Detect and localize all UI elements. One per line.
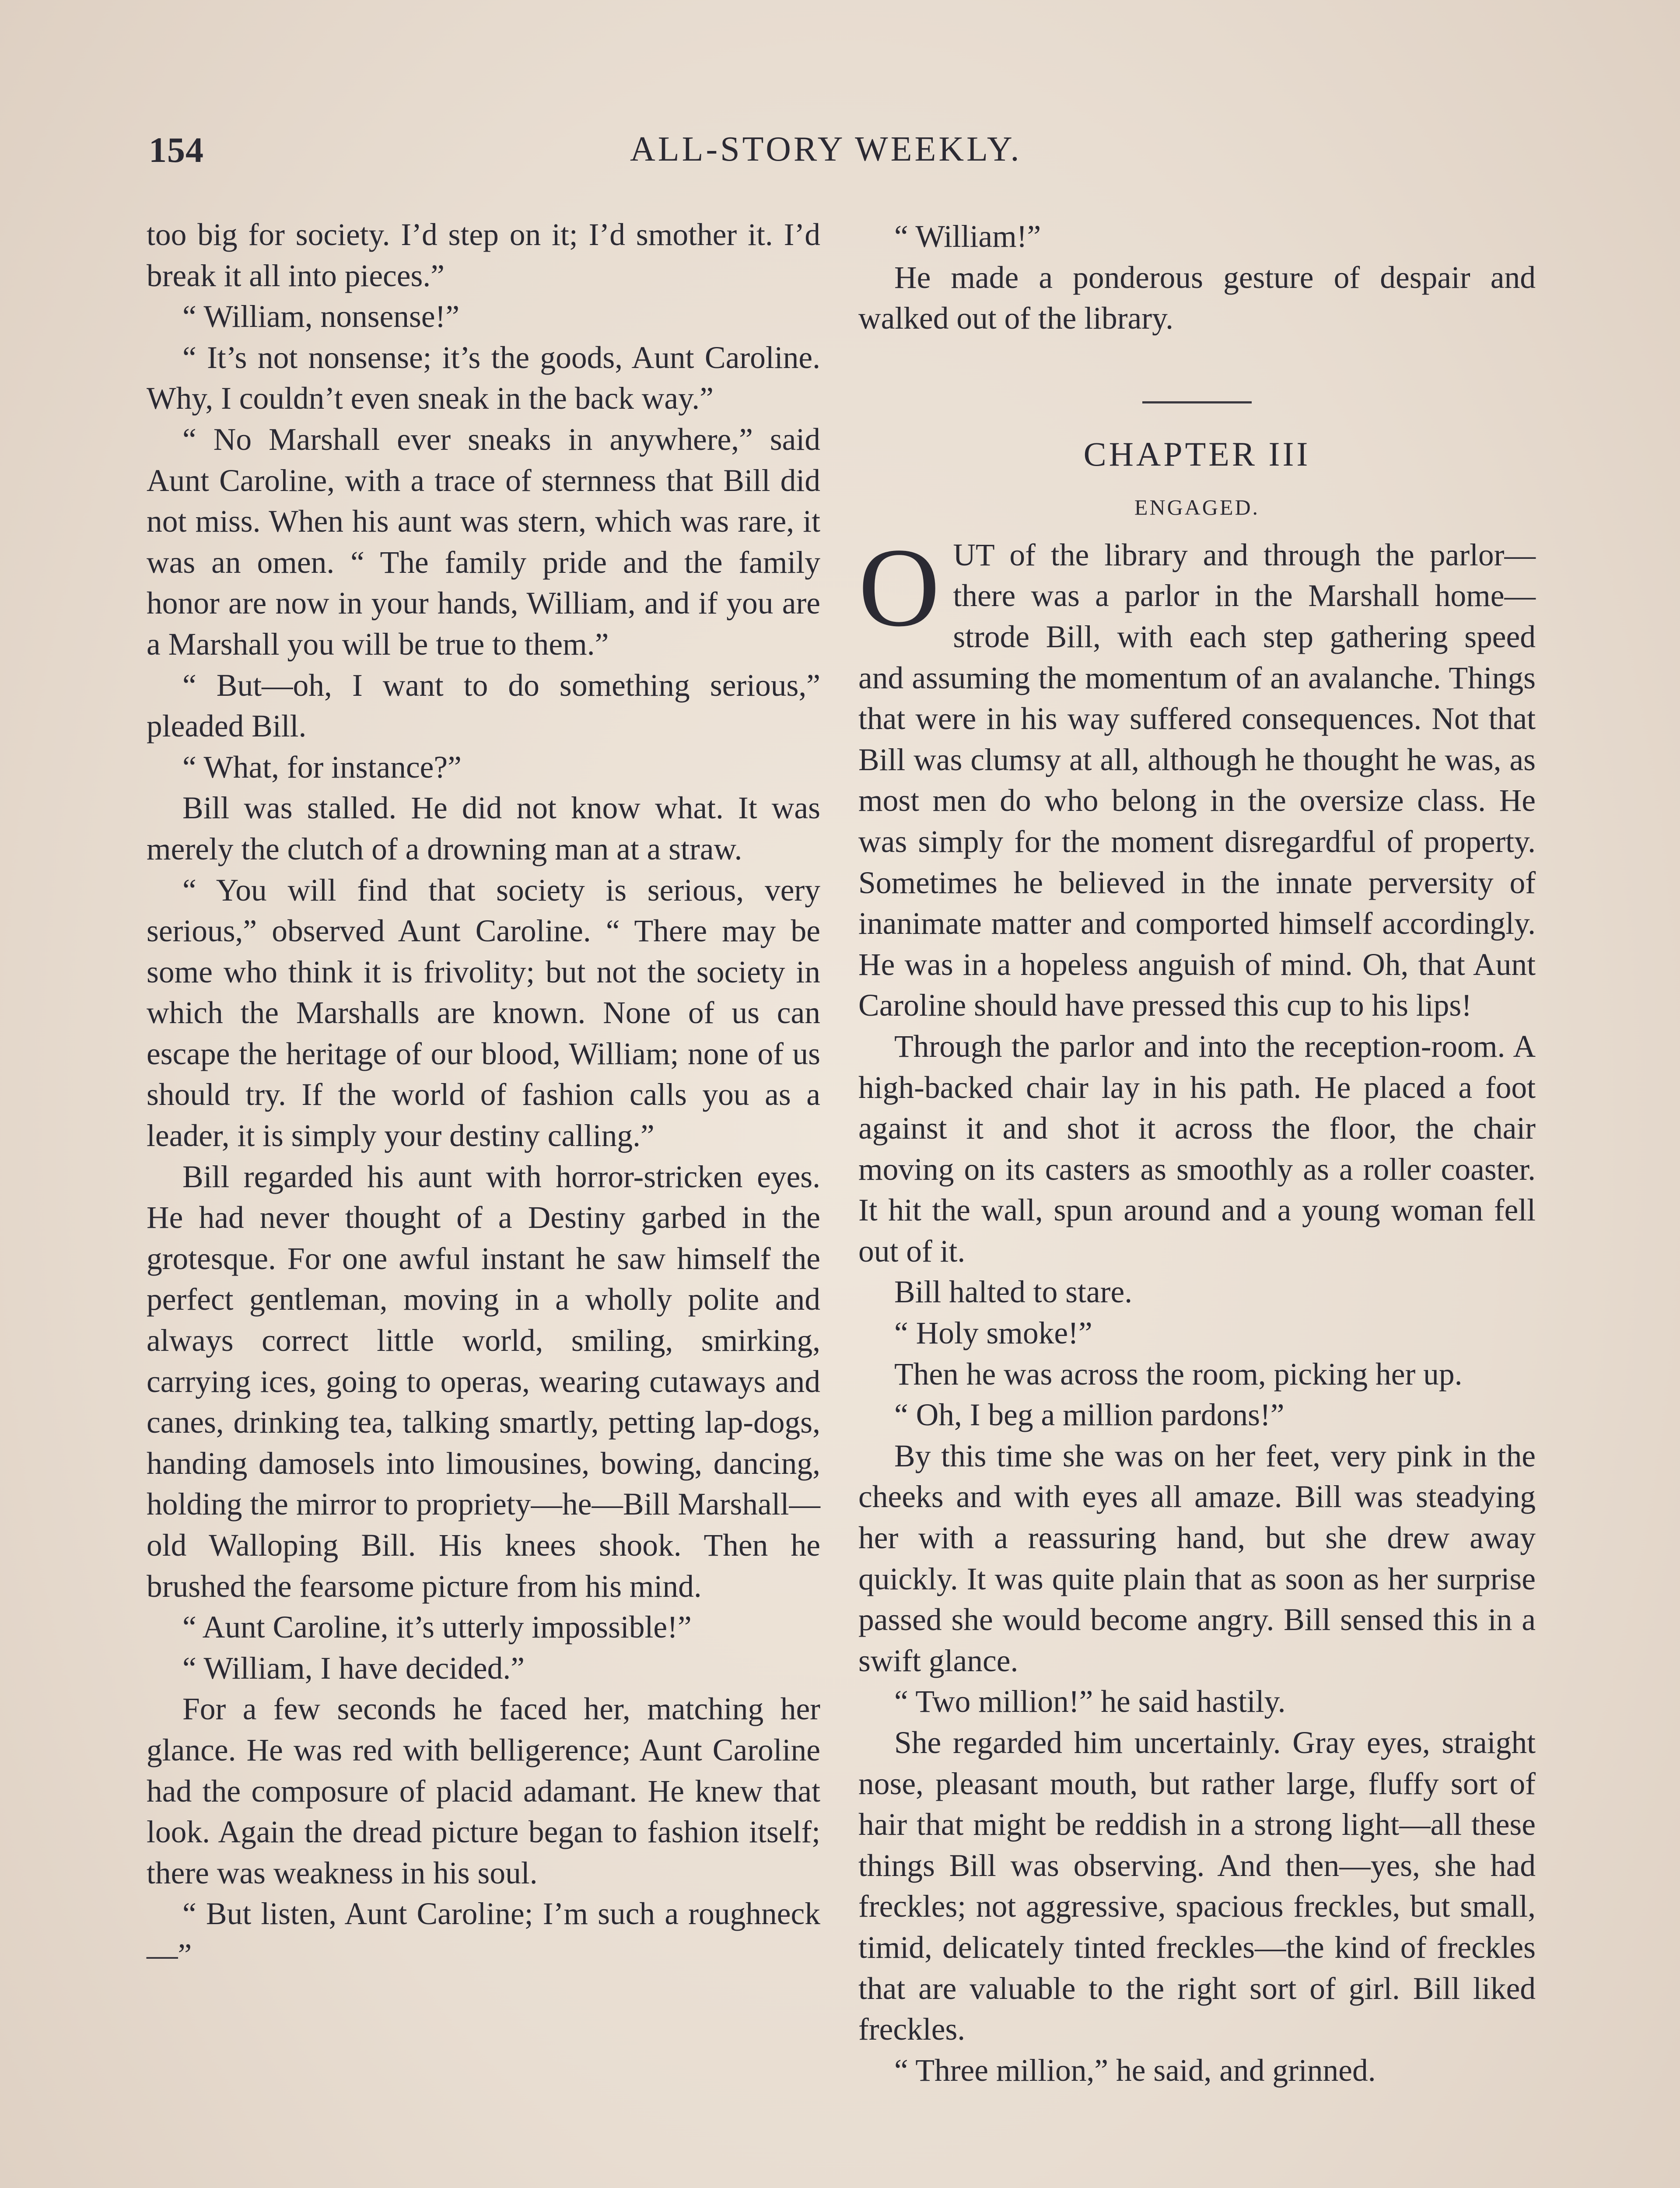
left-column [147, 214, 820, 1976]
chapter-subtitle: ENGAGED. [1134, 494, 1260, 519]
right-column [858, 216, 1536, 2091]
paragraph: Through the parlor and into the reception-room. A high-backed chair lay in his path. He placed a foot against it and shot it across the floor, the chair moving on its casters as smoothly as a roller coaster. It hit the wall, spun around and a young woman fell out of it. [858, 1029, 1536, 1269]
paragraph: “ Aunt Caroline, it’s utterly impossible!” [182, 1610, 692, 1645]
paragraph: Bill regarded his aunt with horror-stricken eyes. He had never thought of a Destiny garbed in the grotesque. For one awful instant he saw himself the perfect gentleman, moving in a wholly polite and always correct little world, smiling, smirking, carrying ices, going to operas, wearing cutaways and canes, drinking tea, talking smartly, petting lap-dogs, handing damosels into limousines, bowing, dancing, holding the mirror to propriety—he—Bill Marshall—old Walloping Bill. His knees shook. Then he brushed the fearsome picture from his mind. [147, 1159, 820, 1604]
running-title: ALL-STORY WEEKLY. [630, 130, 1022, 168]
paragraph: “ Three million,” he said, and grinned. [894, 2053, 1376, 2088]
drop-cap: O [858, 524, 940, 650]
paragraph: “ Holy smoke!” [894, 1316, 1092, 1351]
paragraph: Bill was stalled. He did not know what. It was merely the clutch of a drowning man at a straw. [147, 791, 820, 866]
paragraph: “ Two million!” he said hastily. [894, 1684, 1286, 1719]
paragraph: “ William, nonsense!” [182, 299, 460, 334]
paragraph: too big for society. I’d step on it; I’d smother it. I’d break it all into pieces.” [147, 217, 820, 293]
paragraph: “ Oh, I beg a million pardons!” [894, 1398, 1284, 1433]
chapter-title: CHAPTER III [1083, 435, 1311, 473]
paragraph: “ William!” [894, 219, 1041, 254]
paragraph: “ It’s not nonsense; it’s the goods, Aunt Caroline. Why, I couldn’t even sneak in the back way.” [147, 340, 820, 416]
page-number: 154 [149, 130, 204, 170]
paragraph: Bill halted to stare. [894, 1275, 1133, 1310]
opening-text: UT of the library and through the parlor—there was a parlor in the Marshall home—strode Bill, with each step gathering speed and assuming the momentum of an avalanche. Things that were in his way suffered consequences. Not that Bill was clumsy at all, although he thought he was, as most men do who belong in the oversize class. He was simply for the moment disregardful of property. Sometimes he believed in the innate perversity of inanimate matter and comported himself accordingly. He was in a hopeless anguish of mind. Oh, that Aunt Caroline should have pressed this cup to his lips! [858, 537, 1536, 1023]
paragraph: He made a ponderous gesture of despair and walked out of the library. [858, 260, 1536, 336]
paragraph: Then he was across the room, picking her up. [894, 1357, 1463, 1392]
chapter-opening-paragraph [858, 524, 1536, 1026]
paragraph: “ No Marshall ever sneaks in anywhere,” said Aunt Caroline, with a trace of sternness that Bill did not miss. When his aunt was stern, which was rare, it was an omen. “ The family pride and the family honor are now in your hands, William, and if you are a Marshall you will be true to them.” [147, 422, 820, 662]
page-header [149, 130, 1540, 178]
paragraph: “ You will find that society is serious, very serious,” observed Aunt Caroline. “ There may be some who think it is frivolity; but not the society in which the Marshalls are known. None of us can escape the heritage of our blood, William; none of us should try. If the world of fashion calls you as a leader, it is simply your destiny calling.” [147, 873, 820, 1154]
paragraph: For a few seconds he faced her, matching her glance. He was red with belligerence; Aunt Caroline had the composure of placid adamant. He knew that look. Again the dread picture began to fashion itself; there was weakness in his soul. [147, 1692, 820, 1890]
section-divider [1142, 401, 1252, 403]
paragraph: She regarded him uncertainly. Gray eyes, straight nose, pleasant mouth, but rather large, fluffy sort of hair that might be reddish in a strong light—all these things Bill was observing. And then—yes, she had freckles; not aggressive, spacious freckles, but small, timid, delicately tinted freckles—the kind of freckles that are valuable to the right sort of girl. Bill liked freckles. [858, 1725, 1536, 2047]
paragraph: “ But—oh, I want to do something serious,” pleaded Bill. [147, 668, 820, 744]
paragraph: “ What, for instance?” [182, 750, 462, 785]
paragraph: “ William, I have decided.” [182, 1651, 525, 1686]
paragraph: By this time she was on her feet, very pink in the cheeks and with eyes all amaze. Bill was steadying her with a reassuring hand, but she drew away quickly. It was quite plain that as soon as her surprise passed she would become angry. Bill sensed this in a swift glance. [858, 1438, 1536, 1678]
paragraph: “ But listen, Aunt Caroline; I’m such a roughneck—” [147, 1897, 820, 1972]
